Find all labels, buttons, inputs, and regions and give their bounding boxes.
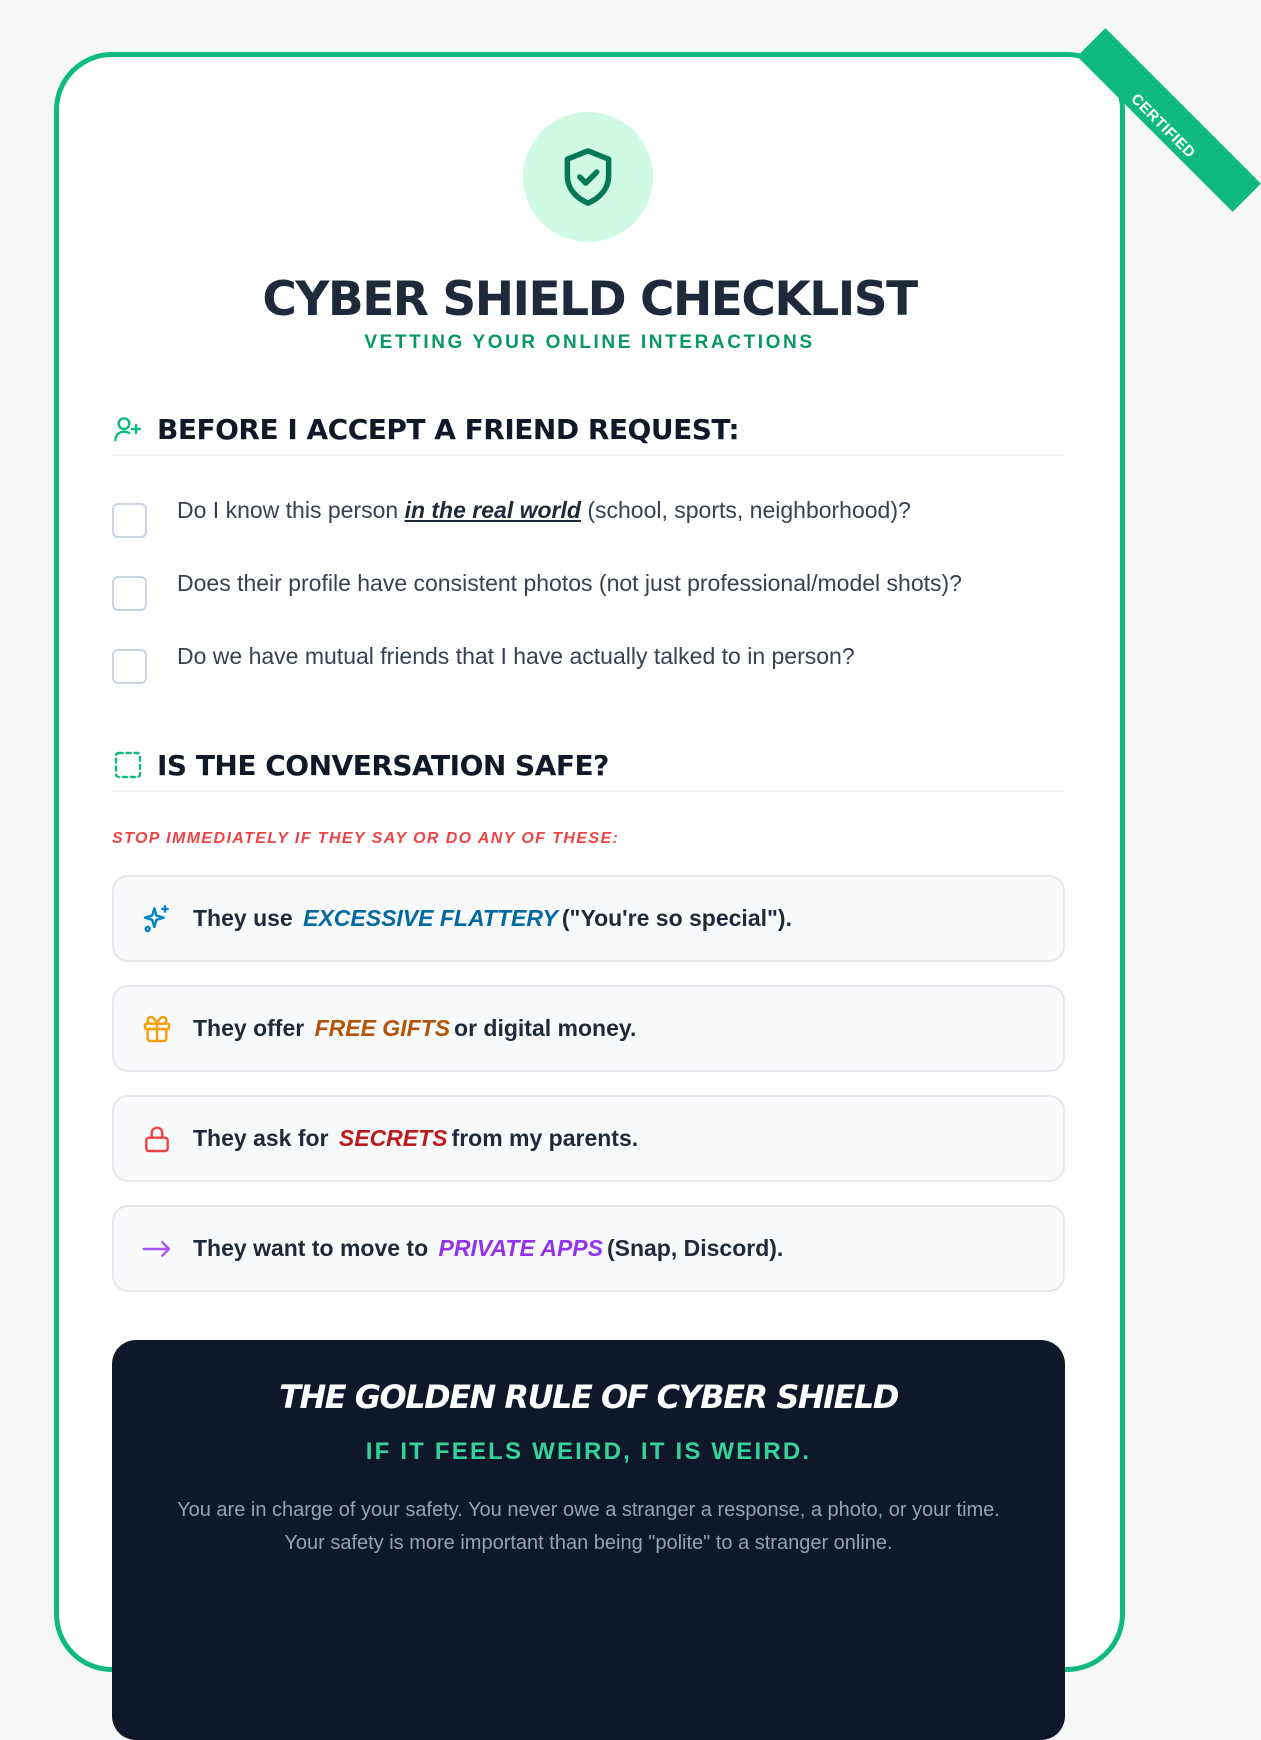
flag-text-start: They use bbox=[193, 905, 293, 931]
lock-icon bbox=[140, 1122, 174, 1156]
red-flag-item bbox=[112, 875, 1065, 962]
friend-request-heading: BEFORE I ACCEPT A FRIEND REQUEST: bbox=[157, 412, 740, 446]
flag-text-end: ("You're so special"). bbox=[561, 905, 792, 931]
stop-warning: STOP IMMEDIATELY IF THEY SAY OR DO ANY OF THESE: bbox=[112, 830, 620, 847]
page-title: CYBER SHIELD CHECKLIST bbox=[262, 272, 917, 327]
gift-icon bbox=[140, 1012, 174, 1046]
checklist-card bbox=[54, 52, 1199, 1672]
certified-badge-label: CERTIFIED bbox=[1127, 90, 1199, 162]
checklist-item-text bbox=[177, 643, 855, 670]
golden-rule-line: Your safety is more important than being "polite" to a stranger online. bbox=[284, 1532, 893, 1554]
checklist-item-text bbox=[177, 570, 962, 597]
checklist-item[interactable] bbox=[112, 643, 1065, 685]
conversation-heading: IS THE CONVERSATION SAFE? bbox=[157, 748, 609, 782]
user-plus-icon bbox=[112, 412, 146, 446]
red-flag-item bbox=[112, 1205, 1065, 1292]
checkbox[interactable] bbox=[112, 649, 147, 684]
red-flag-item bbox=[112, 1095, 1065, 1182]
flag-text-end: from my parents. bbox=[451, 1125, 639, 1151]
item-text-end: (school, sports, neighborhood)? bbox=[580, 497, 911, 523]
golden-rule-line: You are in charge of your safety. You never owe a stranger a response, a photo, or your time. bbox=[177, 1499, 1000, 1521]
flag-highlight: SECRETS bbox=[338, 1125, 448, 1151]
red-flag-text bbox=[193, 1235, 783, 1262]
item-text-start: Do we have mutual friends that I have actually talked to in person? bbox=[177, 643, 855, 669]
golden-rule-title: THE GOLDEN RULE OF CYBER SHIELD bbox=[279, 1378, 898, 1416]
checklist-item[interactable] bbox=[112, 570, 1065, 612]
shield-check-icon bbox=[555, 144, 621, 210]
checkbox[interactable] bbox=[112, 576, 147, 611]
flag-highlight: FREE GIFTS bbox=[314, 1015, 451, 1041]
sparkles-icon bbox=[140, 902, 174, 936]
red-flag-text bbox=[193, 1125, 638, 1152]
checklist-item-text bbox=[177, 497, 911, 524]
friend-request-section-header bbox=[112, 404, 1065, 456]
conversation-section-header bbox=[112, 740, 1065, 792]
arrow-right-icon bbox=[140, 1232, 174, 1266]
golden-rule-subtitle: IF IT FEELS WEIRD, IT IS WEIRD. bbox=[365, 1438, 812, 1465]
flag-highlight: PRIVATE APPS bbox=[438, 1235, 603, 1261]
certified-ribbon bbox=[1077, 28, 1261, 212]
flag-text-end: or digital money. bbox=[454, 1015, 637, 1041]
page-subtitle: VETTING YOUR ONLINE INTERACTIONS bbox=[364, 332, 815, 353]
red-flag-item bbox=[112, 985, 1065, 1072]
dashed-square-icon bbox=[112, 748, 146, 782]
checkbox[interactable] bbox=[112, 503, 147, 538]
flag-text-start: They want to move to bbox=[193, 1235, 429, 1261]
flag-text-end: (Snap, Discord). bbox=[606, 1235, 784, 1261]
flag-text-start: They offer bbox=[193, 1015, 305, 1041]
item-text-start: Do I know this person bbox=[177, 497, 405, 523]
item-text-start: Does their profile have consistent photos (not just professional/model shots)? bbox=[177, 570, 962, 596]
golden-rule-panel bbox=[112, 1340, 1065, 1740]
item-text-emphasis: in the real world bbox=[404, 497, 581, 523]
golden-rule-body bbox=[132, 1494, 1045, 1560]
red-flag-text bbox=[193, 905, 792, 932]
shield-badge bbox=[523, 112, 653, 242]
red-flag-text bbox=[193, 1015, 636, 1042]
checklist-item[interactable] bbox=[112, 497, 1065, 539]
flag-highlight: EXCESSIVE FLATTERY bbox=[303, 905, 558, 931]
flag-text-start: They ask for bbox=[193, 1125, 329, 1151]
